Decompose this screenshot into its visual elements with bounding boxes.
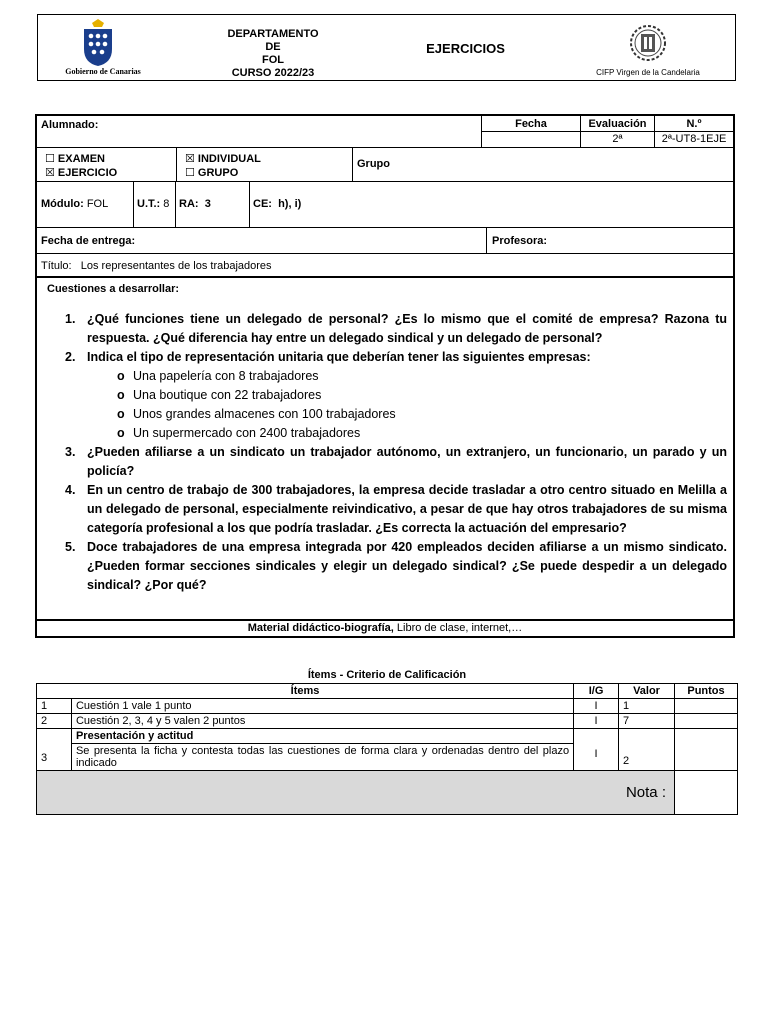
grupo-option[interactable]: ☐ GRUPO (185, 167, 239, 179)
titulo-value: Los representantes de los trabajadores (80, 260, 272, 272)
questions-section (37, 280, 733, 620)
header-ig: I/G (574, 684, 619, 699)
sub-item: o Una papelería con 8 trabajadores (117, 369, 319, 383)
row-titulo (37, 254, 733, 278)
entrega-label: Fecha de entrega: (41, 235, 136, 247)
nota-label: Nota : (37, 771, 675, 815)
sub-item-text: Una boutique con 22 trabajadores (133, 388, 322, 402)
dept-line: DEPARTAMENTO (227, 28, 319, 40)
row-text: Cuestión 2, 3, 4 y 5 valen 2 puntos (71, 714, 573, 729)
grading-table (36, 683, 738, 815)
row-ig: I (574, 729, 619, 771)
individual-option[interactable]: ☒ INDIVIDUAL (185, 153, 261, 165)
header-valor: Valor (619, 684, 675, 699)
sub-item-text: Unos grandes almacenes con 100 trabajadores (133, 407, 396, 421)
row-heading: Presentación y actitud (72, 729, 573, 744)
row-entrega (37, 228, 733, 254)
table-row (37, 729, 738, 771)
question-text: ¿Pueden afiliarse a un sindicato un trabajador autónomo, un extranjero, un funcionario, un parado y un policía? (87, 445, 727, 478)
ce-label: CE: (253, 198, 272, 210)
ut-field (137, 198, 169, 210)
question-text: Indica el tipo de representación unitaria que deberían tener las siguientes empresas: (87, 350, 591, 364)
modulo-field (41, 198, 108, 210)
row-puntos[interactable] (675, 729, 738, 771)
evaluacion-value: 2ª (612, 133, 623, 145)
school-name: CIFP Virgen de la Candelaria (596, 68, 700, 77)
document-header (37, 14, 736, 81)
material-row (37, 619, 733, 636)
header-puntos: Puntos (675, 684, 738, 699)
examen-option[interactable]: ☐ EXAMEN (45, 153, 105, 165)
grupo-check-label: GRUPO (197, 167, 239, 179)
modulo-label: Módulo: (41, 198, 84, 210)
table-row (37, 699, 738, 714)
examen-label: EXAMEN (57, 153, 105, 165)
cifp-gear-logo (623, 19, 673, 67)
row-alumnado (37, 116, 733, 148)
ce-value: h), i) (278, 198, 302, 210)
row-tipo (37, 148, 733, 182)
row-text: Se presenta la ficha y contesta todas las cuestiones de forma clara y ordenadas dentro del plazo indicado (75, 745, 570, 769)
row-modulo (37, 182, 733, 228)
material-label: Material didáctico-biografía, (247, 622, 394, 634)
department-block (208, 28, 338, 80)
row-num: 2 (37, 714, 72, 729)
question-3: 3. ¿Pueden afiliarse a un sindicato un trabajador autónomo, un extranjero, un funcionario, un parado y un policía? (65, 445, 727, 478)
row-ig: I (574, 699, 619, 714)
row-valor: 2 (619, 729, 675, 771)
question-5: 5. Doce trabajadores de una empresa integrada por 420 empleados deciden afiliarse a un mismo sindicato. ¿Pueden formar secciones sindicales y elegir un delegado sindical? ¿Se puede despedir a un delegado sindical? ¿Por qué? (65, 540, 727, 592)
profesora-label: Profesora: (492, 235, 548, 247)
divider (133, 182, 134, 227)
modulo-value: FOL (86, 198, 109, 210)
alumnado-label: Alumnado: (41, 119, 99, 131)
ut-label: U.T.: (137, 198, 161, 210)
dept-line: DE (265, 41, 281, 53)
grupo-label: Grupo (357, 158, 390, 170)
divider (352, 148, 353, 181)
row-valor: 7 (619, 714, 675, 729)
logo-caption: Gobierno de Canarias (65, 67, 141, 76)
sub-item: o Unos grandes almacenes con 100 trabajadores (117, 407, 396, 421)
fecha-label: Fecha (482, 116, 580, 132)
row-text-cell (71, 729, 573, 771)
numero-value: 2ª-UT8-1EJE (661, 133, 727, 145)
gobierno-canarias-logo (78, 19, 118, 67)
ra-value: 3 (204, 198, 211, 210)
nota-value[interactable] (675, 771, 738, 815)
dept-line: FOL (262, 54, 284, 66)
titulo-label: Título: (41, 260, 72, 272)
question-2: 2. Indica el tipo de representación unitaria que deberían tener las siguientes empresas: (65, 350, 591, 364)
row-num: 1 (37, 699, 72, 714)
ejercicio-label: EJERCICIO (57, 167, 118, 179)
row-ig: I (574, 714, 619, 729)
evaluacion-label: Evaluación (581, 116, 654, 132)
divider (175, 182, 176, 227)
sub-item-text: Un supermercado con 2400 trabajadores (133, 426, 361, 440)
questions-list (37, 310, 727, 595)
ejercicio-option[interactable]: ☒ EJERCICIO (45, 167, 118, 179)
divider (249, 182, 250, 227)
divider (176, 148, 177, 181)
question-text: ¿Qué funciones tiene un delegado de personal? ¿Es lo mismo que el comité de empresa? Razona tu respuesta. ¿Qué diferencia hay entre un delegado sindical y un delegado de personal? (87, 312, 727, 345)
question-1: 1. ¿Qué funciones tiene un delegado de personal? ¿Es lo mismo que el comité de empresa? Razona tu respuesta. ¿Qué diferencia hay entre un delegado sindical y un delegado de personal? (65, 312, 727, 345)
row-valor: 1 (619, 699, 675, 714)
course-line: CURSO 2022/23 (231, 67, 315, 79)
cuestiones-label: Cuestiones a desarrollar: (47, 283, 180, 295)
sub-item: o Un supermercado con 2400 trabajadores (117, 426, 361, 440)
exercise-sheet (35, 114, 735, 638)
sub-item: o Una boutique con 22 trabajadores (117, 388, 322, 402)
individual-label: INDIVIDUAL (197, 153, 261, 165)
page-title: EJERCICIOS (426, 41, 505, 56)
table-row (37, 714, 738, 729)
items-caption: Ítems - Criterio de Calificación (307, 669, 467, 681)
question-text: En un centro de trabajo de 300 trabajadores, la empresa decide trasladar a otro centro situado en Melilla a un delegado de personal, especialmente reivindicativo, a pesar de que hay otros trabajadores de su misma categoría profesional a los que podría trasladar. ¿Es correcta la actuación del empresario? (87, 483, 727, 535)
row-text: Cuestión 1 vale 1 punto (71, 699, 573, 714)
row-puntos[interactable] (675, 714, 738, 729)
sub-item-text: Una papelería con 8 trabajadores (133, 369, 319, 383)
question-4: 4. En un centro de trabajo de 300 trabajadores, la empresa decide trasladar a otro centro situado en Melilla a un delegado de personal, especialmente reivindicativo, a pesar de que hay otros trabajadores de su misma categoría profesional a los que podría trasladar. ¿Es correcta la actuación del empresario? (65, 483, 727, 535)
ut-value: 8 (163, 198, 170, 210)
divider (486, 228, 487, 253)
titulo-field (41, 260, 272, 272)
question-text: Doce trabajadores de una empresa integrada por 420 empleados deciden afiliarse a un mismo sindicato. ¿Pueden formar secciones sindicales y elegir un delegado sindical? ¿Se puede despedir a un delegado sindical? ¿Por qué? (87, 540, 727, 592)
ra-field (179, 198, 211, 210)
table-header-row (37, 684, 738, 699)
ra-label: RA: (179, 198, 199, 210)
material-value: Libro de clase, internet,… (396, 622, 523, 634)
ce-field (253, 198, 301, 210)
row-puntos[interactable] (675, 699, 738, 714)
row-num: 3 (37, 729, 72, 771)
nota-row (37, 771, 738, 815)
header-items: Ítems (37, 684, 574, 699)
numero-label: N.º (655, 116, 733, 132)
